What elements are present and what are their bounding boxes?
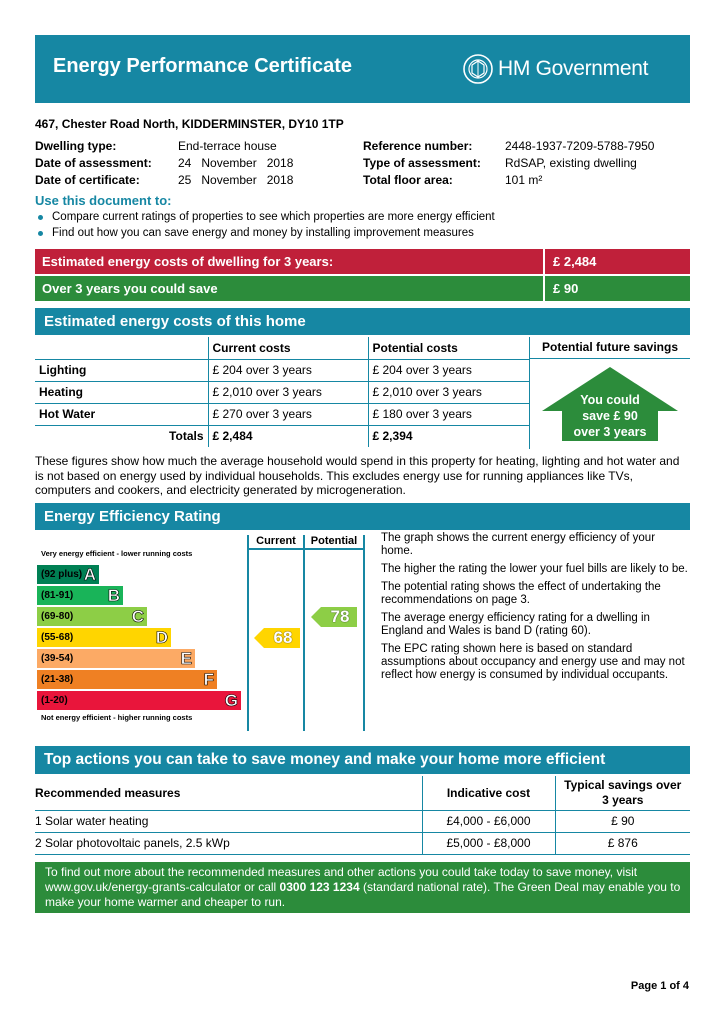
current-rating-value: 68	[273, 628, 293, 647]
rating-band-d	[37, 628, 171, 647]
detail-label: Date of certificate:	[35, 173, 140, 187]
table-header: Indicative cost	[422, 776, 555, 810]
table-cell: £ 90	[555, 810, 690, 832]
rating-band-c	[37, 607, 147, 626]
energy-cost-label: Estimated energy costs of dwelling for 3 years:	[35, 249, 543, 274]
table-row	[35, 359, 529, 381]
table-row	[35, 425, 529, 447]
eer-explanation	[381, 532, 690, 687]
bottom-efficiency-label: Not energy efficient - higher running costs	[41, 713, 193, 722]
table-cell: £ 876	[555, 832, 690, 854]
detail-label: Reference number:	[363, 139, 473, 153]
potential-column-header: Potential	[310, 535, 358, 547]
column-header-rule	[247, 548, 365, 550]
green-deal-footer	[35, 862, 690, 913]
energy-efficiency-rating-chart	[35, 535, 365, 731]
band-letter: E	[180, 648, 192, 668]
estimated-costs-table	[35, 337, 529, 447]
dwelling-type-value: End-terrace house	[178, 139, 277, 153]
rating-band-g	[37, 691, 241, 710]
certificate-date-value: 25 November 2018	[178, 173, 294, 187]
table-cell: £ 2,010 over 3 years	[208, 381, 368, 403]
energy-cost-value: £ 2,484	[545, 249, 690, 274]
eer-paragraph: The potential rating shows the effect of undertaking the recommendations on page 3.	[381, 581, 661, 606]
table-cell: Lighting	[35, 359, 208, 381]
crest-icon	[462, 53, 494, 85]
detail-label: Date of assessment:	[35, 156, 152, 170]
table-header: Typical savings over 3 years	[555, 776, 690, 810]
band-range: (1-20)	[41, 695, 68, 706]
phone-number: 0300 123 1234	[279, 880, 360, 894]
table-cell: 1 Solar water heating	[35, 810, 422, 832]
cost-explanation-paragraph: These figures show how much the average household would spend in this property for heating, lighting and hot water and is not based on energy used by individual households. This excludes energy use for running appliances like TVs, computers and cookers, and electricity generated by microgeneration.	[35, 454, 680, 497]
reference-number-value: 2448-1937-7209-5788-7950	[505, 139, 655, 153]
savings-arrow-text	[540, 392, 680, 440]
bullet-icon	[38, 215, 43, 220]
table-cell: £4,000 - £6,000	[422, 810, 555, 832]
details-right	[363, 139, 683, 190]
footer-text: (standard national rate). The Green Deal may enable you to make your home warmer and cheaper to run.	[45, 880, 681, 909]
band-letter: D	[155, 627, 168, 647]
table-row	[35, 832, 690, 854]
future-savings-panel	[529, 337, 690, 449]
top-efficiency-label: Very energy efficient - lower running costs	[41, 549, 193, 558]
page-title: Energy Performance Certificate	[53, 55, 353, 77]
use-document-heading: Use this document to:	[35, 193, 172, 208]
future-savings-header: Potential future savings	[530, 337, 690, 359]
table-cell: £ 2,010 over 3 years	[368, 381, 529, 403]
current-column-header: Current	[256, 535, 296, 547]
band-letter: G	[224, 690, 238, 710]
savings-value: £ 90	[545, 276, 690, 301]
table-cell: Heating	[35, 381, 208, 403]
recommended-measures-table	[35, 776, 690, 855]
hm-government-logo	[462, 51, 672, 87]
column-divider	[303, 535, 305, 731]
band-range: (55-68)	[41, 632, 74, 643]
assessment-type-value: RdSAP, existing dwelling	[505, 156, 637, 170]
table-header: Current costs	[208, 337, 368, 359]
table-header-row	[35, 776, 690, 810]
cost-summary-bars	[35, 249, 690, 301]
potential-rating-arrow	[311, 607, 357, 627]
savings-label: Over 3 years you could save	[35, 276, 543, 301]
band-letter: B	[107, 585, 120, 605]
arrow-line: over 3 years	[573, 425, 647, 439]
band-range: (69-80)	[41, 611, 74, 622]
table-cell: £ 2,484	[208, 425, 368, 447]
property-address: 467, Chester Road North, KIDDERMINSTER, DY10 1TP	[35, 117, 344, 131]
logo-text: HM Government	[498, 57, 649, 80]
band-range: (81-91)	[41, 590, 74, 601]
band-range: (92 plus)	[41, 569, 83, 580]
detail-label: Dwelling type:	[35, 139, 117, 153]
bullet-text: Find out how you can save energy and money by installing improvement measures	[52, 227, 474, 239]
section-heading-estimated-costs: Estimated energy costs of this home	[35, 308, 690, 335]
eer-paragraph: The graph shows the current energy efficiency of your home.	[381, 532, 656, 557]
table-cell: £ 2,394	[368, 425, 529, 447]
section-heading-top-actions: Top actions you can take to save money and make your home more efficient	[35, 746, 690, 774]
table-cell: £ 270 over 3 years	[208, 403, 368, 425]
table-row	[35, 403, 529, 425]
list-item	[35, 227, 474, 239]
table-header	[35, 337, 208, 359]
table-cell: £5,000 - £8,000	[422, 832, 555, 854]
table-cell: £ 204 over 3 years	[368, 359, 529, 381]
band-range: (39-54)	[41, 653, 74, 664]
bullet-text: Compare current ratings of properties to see which properties are more energy efficient	[52, 211, 495, 223]
rating-band-f	[37, 670, 217, 689]
bullet-icon	[38, 231, 43, 236]
rating-band-e	[37, 649, 195, 668]
detail-label: Type of assessment:	[363, 156, 481, 170]
table-cell: 2 Solar photovoltaic panels, 2.5 kWp	[35, 832, 422, 854]
table-row	[35, 381, 529, 403]
section-heading-eer: Energy Efficiency Rating	[35, 503, 690, 530]
current-rating-arrow	[254, 628, 300, 648]
band-letter: F	[203, 669, 214, 689]
eer-paragraph: The higher the rating the lower your fuel bills are likely to be.	[381, 563, 688, 575]
footer-text: To find out more about the recommended measures and other actions you could take today to save money, visit www.gov.uk/energy-grants-calculator or call	[45, 865, 638, 894]
rating-band-b	[37, 586, 123, 605]
rating-band-a	[37, 565, 99, 584]
table-cell: Totals	[169, 429, 204, 444]
page-number: Page 1 of 4	[630, 980, 689, 992]
assessment-date-value: 24 November 2018	[178, 156, 294, 170]
potential-rating-value: 78	[330, 607, 350, 626]
table-cell: Hot Water	[35, 403, 208, 425]
eer-paragraph: The EPC rating shown here is based on standard assumptions about occupancy and energy use and may not reflect how energy is consumed by individual occupants.	[381, 643, 685, 681]
list-item	[35, 211, 495, 223]
table-header-row	[35, 337, 529, 359]
arrow-line: You could	[580, 393, 640, 407]
band-letter: A	[83, 564, 96, 584]
arrow-line: save £ 90	[582, 409, 638, 423]
table-row	[35, 810, 690, 832]
details-left	[35, 139, 355, 190]
table-cell: £ 204 over 3 years	[208, 359, 368, 381]
table-header: Potential costs	[368, 337, 529, 359]
band-letter: C	[131, 606, 144, 626]
eer-paragraph: The average energy efficiency rating for a dwelling in England and Wales is band D (rating 60).	[381, 612, 650, 637]
page-header	[35, 35, 690, 103]
table-header: Recommended measures	[35, 776, 422, 810]
table-cell: £ 180 over 3 years	[368, 403, 529, 425]
detail-label: Total floor area:	[363, 173, 453, 187]
floor-area-value: 101 m²	[505, 173, 543, 187]
band-range: (21-38)	[41, 674, 74, 685]
